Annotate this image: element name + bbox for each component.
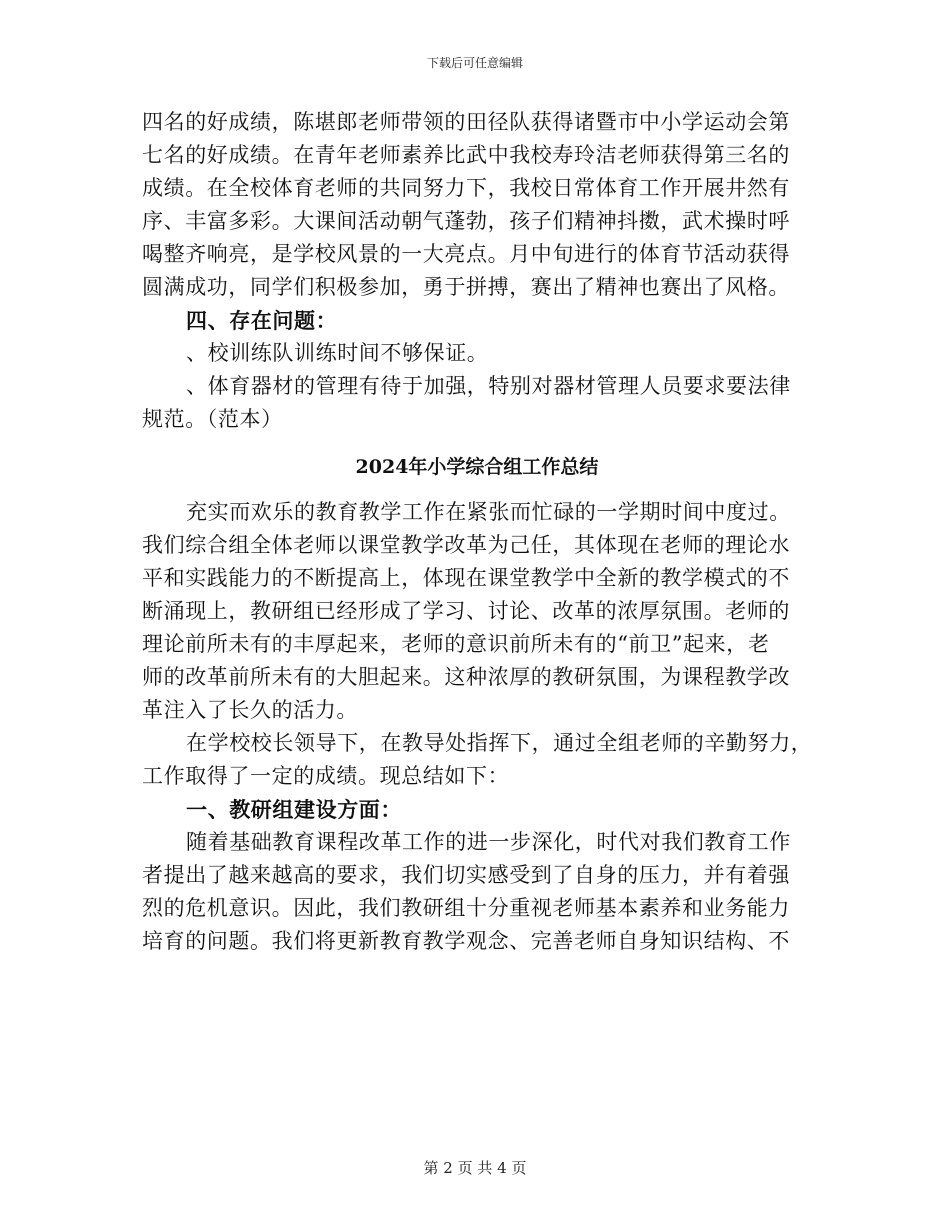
text-line: 序、丰富多彩。大课间活动朝气蓬勃，孩子们精神抖擞，武术操时呼	[142, 209, 790, 233]
paragraph-line: 工作取得了一定的成绩。现总结如下：	[142, 764, 510, 788]
paragraph-line: 随着基础教育课程改革工作的进一步深化，时代对我们教育工作	[186, 830, 791, 854]
text-line: 圆满成功，同学们积极参加，勇于拼搏，赛出了精神也赛出了风格。	[142, 275, 790, 299]
text-line: 七名的好成绩。在青年老师素养比武中我校寿玲洁老师获得第三名的	[142, 143, 790, 167]
section-heading-problems: 四、存在问题：	[186, 308, 338, 333]
paragraph-line: 我们综合组全体老师以课堂教学改革为己任，其体现在老师的理论水	[142, 533, 790, 557]
problem-item-continued: 规范。（范本）	[142, 407, 283, 431]
page-header: 下载后可任意编辑	[426, 56, 523, 70]
paragraph-line: 师的改革前所未有的大胆起来。这种浓厚的教研氛围，为课程教学改	[142, 665, 790, 689]
paragraph-line: 在学校校长领导下，在教导处指挥下，通过全组老师的辛勤努力，	[186, 731, 813, 755]
text-line: 四名的好成绩，陈堪郎老师带领的田径队获得诸暨市中小学运动会第	[142, 110, 790, 134]
document-title: 2024年小学综合组工作总结	[355, 456, 599, 478]
paragraph-line: 革注入了长久的活力。	[142, 698, 358, 722]
paragraph-line: 培育的问题。我们将更新教育教学观念、完善老师自身知识结构、不	[142, 929, 790, 953]
paragraph-line: 断涌现上，教研组已经形成了学习、讨论、改革的浓厚氛围。老师的	[142, 599, 790, 623]
paragraph-line: 烈的危机意识。因此，我们教研组十分重视老师基本素养和业务能力	[142, 896, 790, 920]
paragraph-line: 充实而欢乐的教育教学工作在紧张而忙碌的一学期时间中度过。	[186, 500, 791, 524]
problem-item: 、体育器材的管理有待于加强，特别对器材管理人员要求要法律	[186, 374, 791, 398]
page-footer: 第 2 页 共 4 页	[423, 1159, 527, 1177]
paragraph-line: 平和实践能力的不断提高上，体现在课堂教学中全新的教学模式的不	[142, 566, 790, 590]
section-heading-team-building: 一、教研组建设方面：	[186, 797, 402, 822]
document-body	[142, 106, 812, 958]
paragraph-line: 者提出了越来越高的要求，我们切实感受到了自身的压力，并有着强	[142, 863, 790, 887]
text-line: 成绩。在全校体育老师的共同努力下，我校日常体育工作开展井然有	[142, 176, 790, 200]
text-line: 喝整齐响亮，是学校风景的一大亮点。月中旬进行的体育节活动获得	[142, 242, 790, 266]
paragraph-line: 理论前所未有的丰厚起来，老师的意识前所未有的“前卫”起来，老	[142, 632, 770, 656]
problem-item: 、校训练队训练时间不够保证。	[186, 341, 489, 365]
